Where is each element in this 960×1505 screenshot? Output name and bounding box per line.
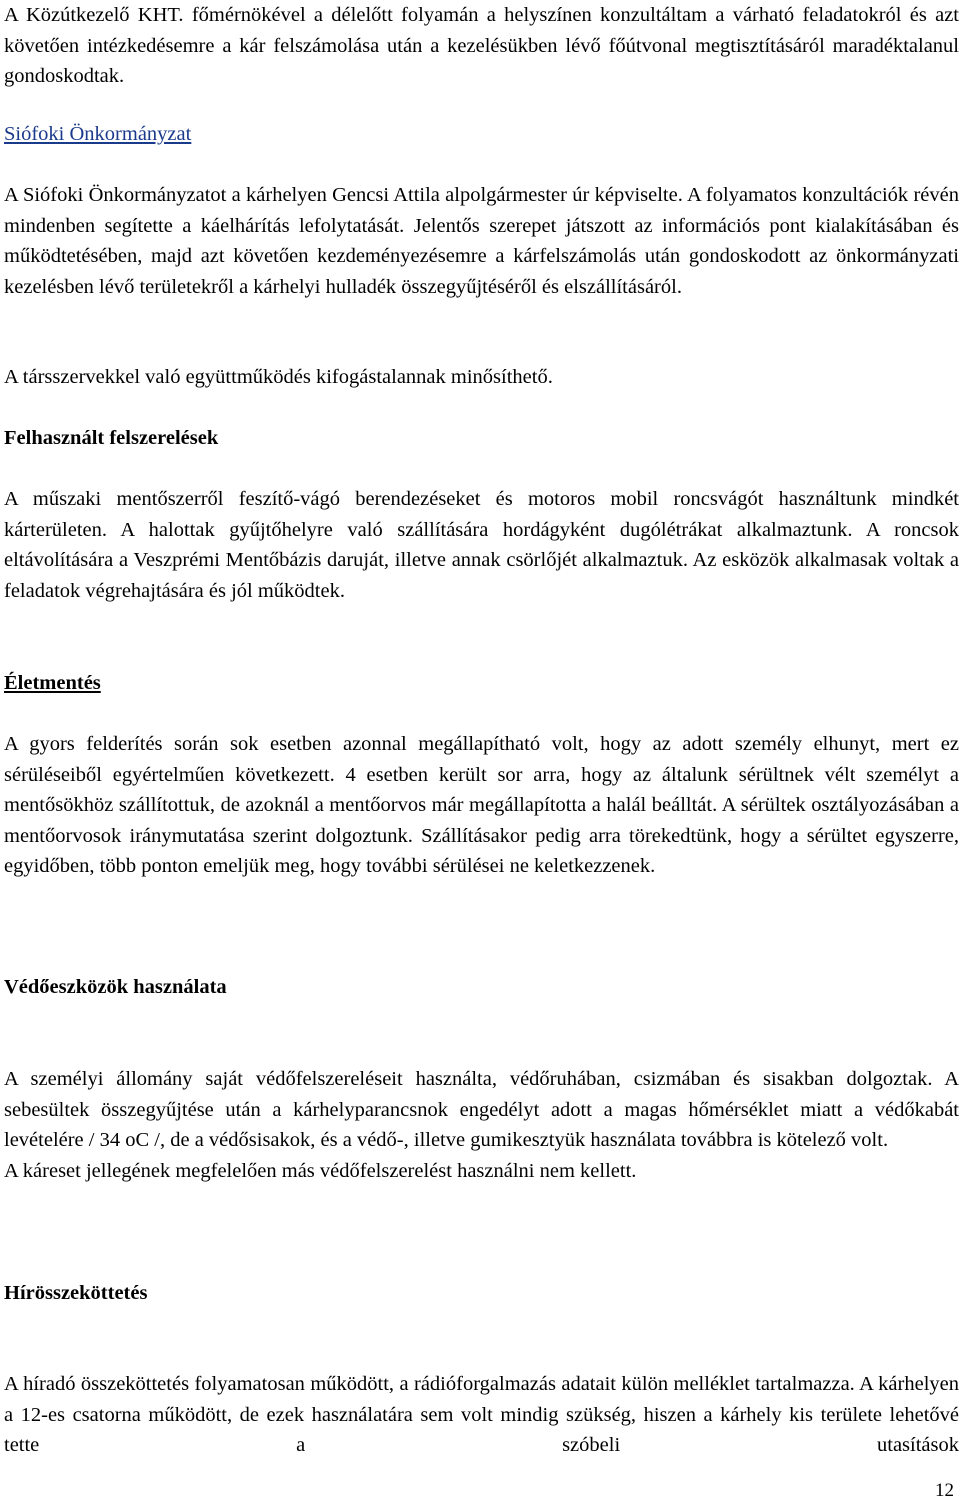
equipment-heading: Felhasznált felszerelések (4, 427, 219, 449)
siofoki-paragraph: A Siófoki Önkormányzatot a kárhelyen Gencsi Attila alpolgármester úr képviselte. A folyamatos konzultációk révén mindenben segítette a káelhárítás lefolytatását. Jelentős szerepet játszott az információs pont kialakításában és működtetésében, majd azt követően kezdeményezésemre a kárfelszámolás után gondoskodott az önkormányzati kezelésben lévő területekről a kárhelyi hulladék összegyűjtéséről és elszállításáról. (4, 184, 959, 298)
cooperation-summary: A társszervekkel való együttműködés kifogástalannak minősíthető. (4, 366, 553, 388)
protective-paragraph: A személyi állomány saját védőfelszereléseit használta, védőruhában, csizmában és sisakban dolgoztak. A sebesültek összegyűjtése után a kárhelyparancsnok engedélyt adott a magas hőmérséklet miatt a védőkabát levételére / 34 oC /, de a védősisakok, és a védő-, illetve gumikesztyük használata továbbra is kötelező volt. (4, 1068, 959, 1151)
equipment-paragraph: A műszaki mentőszerről feszítő-vágó berendezéseket és motoros mobil roncsvágót használtunk mindkét kárterületen. A halottak gyűjtőhelyre való szállítására hordágyként dugólétrákat alkalmaztunk. A roncsok eltávolítására a Veszprémi Mentőbázis daruját, illetve annak csörlőjét alkalmaztuk. Az esközök alkalmasak voltak a feladatok végrehajtására és jól működtek. (4, 488, 959, 602)
communication-paragraph: A híradó összeköttetés folyamatosan működött, a rádióforgalmazás adatait külön melléklet tartalmazza. A kárhelyen a 12-es csatorna működött, de ezek használatára sem volt mindig szükség, hiszen a kárhely kis területe lehetővé tette a szóbeli utasítások (4, 1373, 959, 1456)
lifesaving-heading: Életmentés (4, 672, 101, 694)
communication-heading: Hírösszeköttetés (4, 1282, 148, 1304)
page-number: 12 (935, 1480, 954, 1501)
intro-lead: A Közútkezelő KHT. (4, 4, 184, 26)
protective-heading: Védőeszközök használata (4, 976, 227, 998)
lifesaving-paragraph: A gyors felderítés során sok esetben azonnal megállapítható volt, hogy az adott személy elhunyt, mert ez sérüléseiből egyértelműen következett. 4 esetben került sor arra, hogy az általunk sérültnek vélt személyt a mentősökhöz szállítottuk, de azoknál a mentőorvos már megállapította a halál beálltát. A sérültek osztályozásában a mentőorvosok iránymutatása szerint dolgoztunk. Szállításakor pedig arra törekedtünk, hogy a sérültet egyszerre, egyidőben, több ponton emeljük meg, hogy további sérülései ne keletkezzenek. (4, 733, 959, 877)
protective-note: A káreset jellegének megfelelően más védőfelszerelést használni nem kellett. (4, 1160, 637, 1182)
siofoki-heading: Siófoki Önkormányzat (4, 123, 192, 145)
intro-rest: főmérnökével a délelőtt folyamán a helyszínen konzultáltam a várható feladatokról és azt követően intézkedésemre a kár felszámolása után a kezelésükben lévő főútvonal megtisztításáról maradéktalanul gondoskodtak. (4, 4, 960, 87)
intro-paragraph (4, 0, 959, 92)
